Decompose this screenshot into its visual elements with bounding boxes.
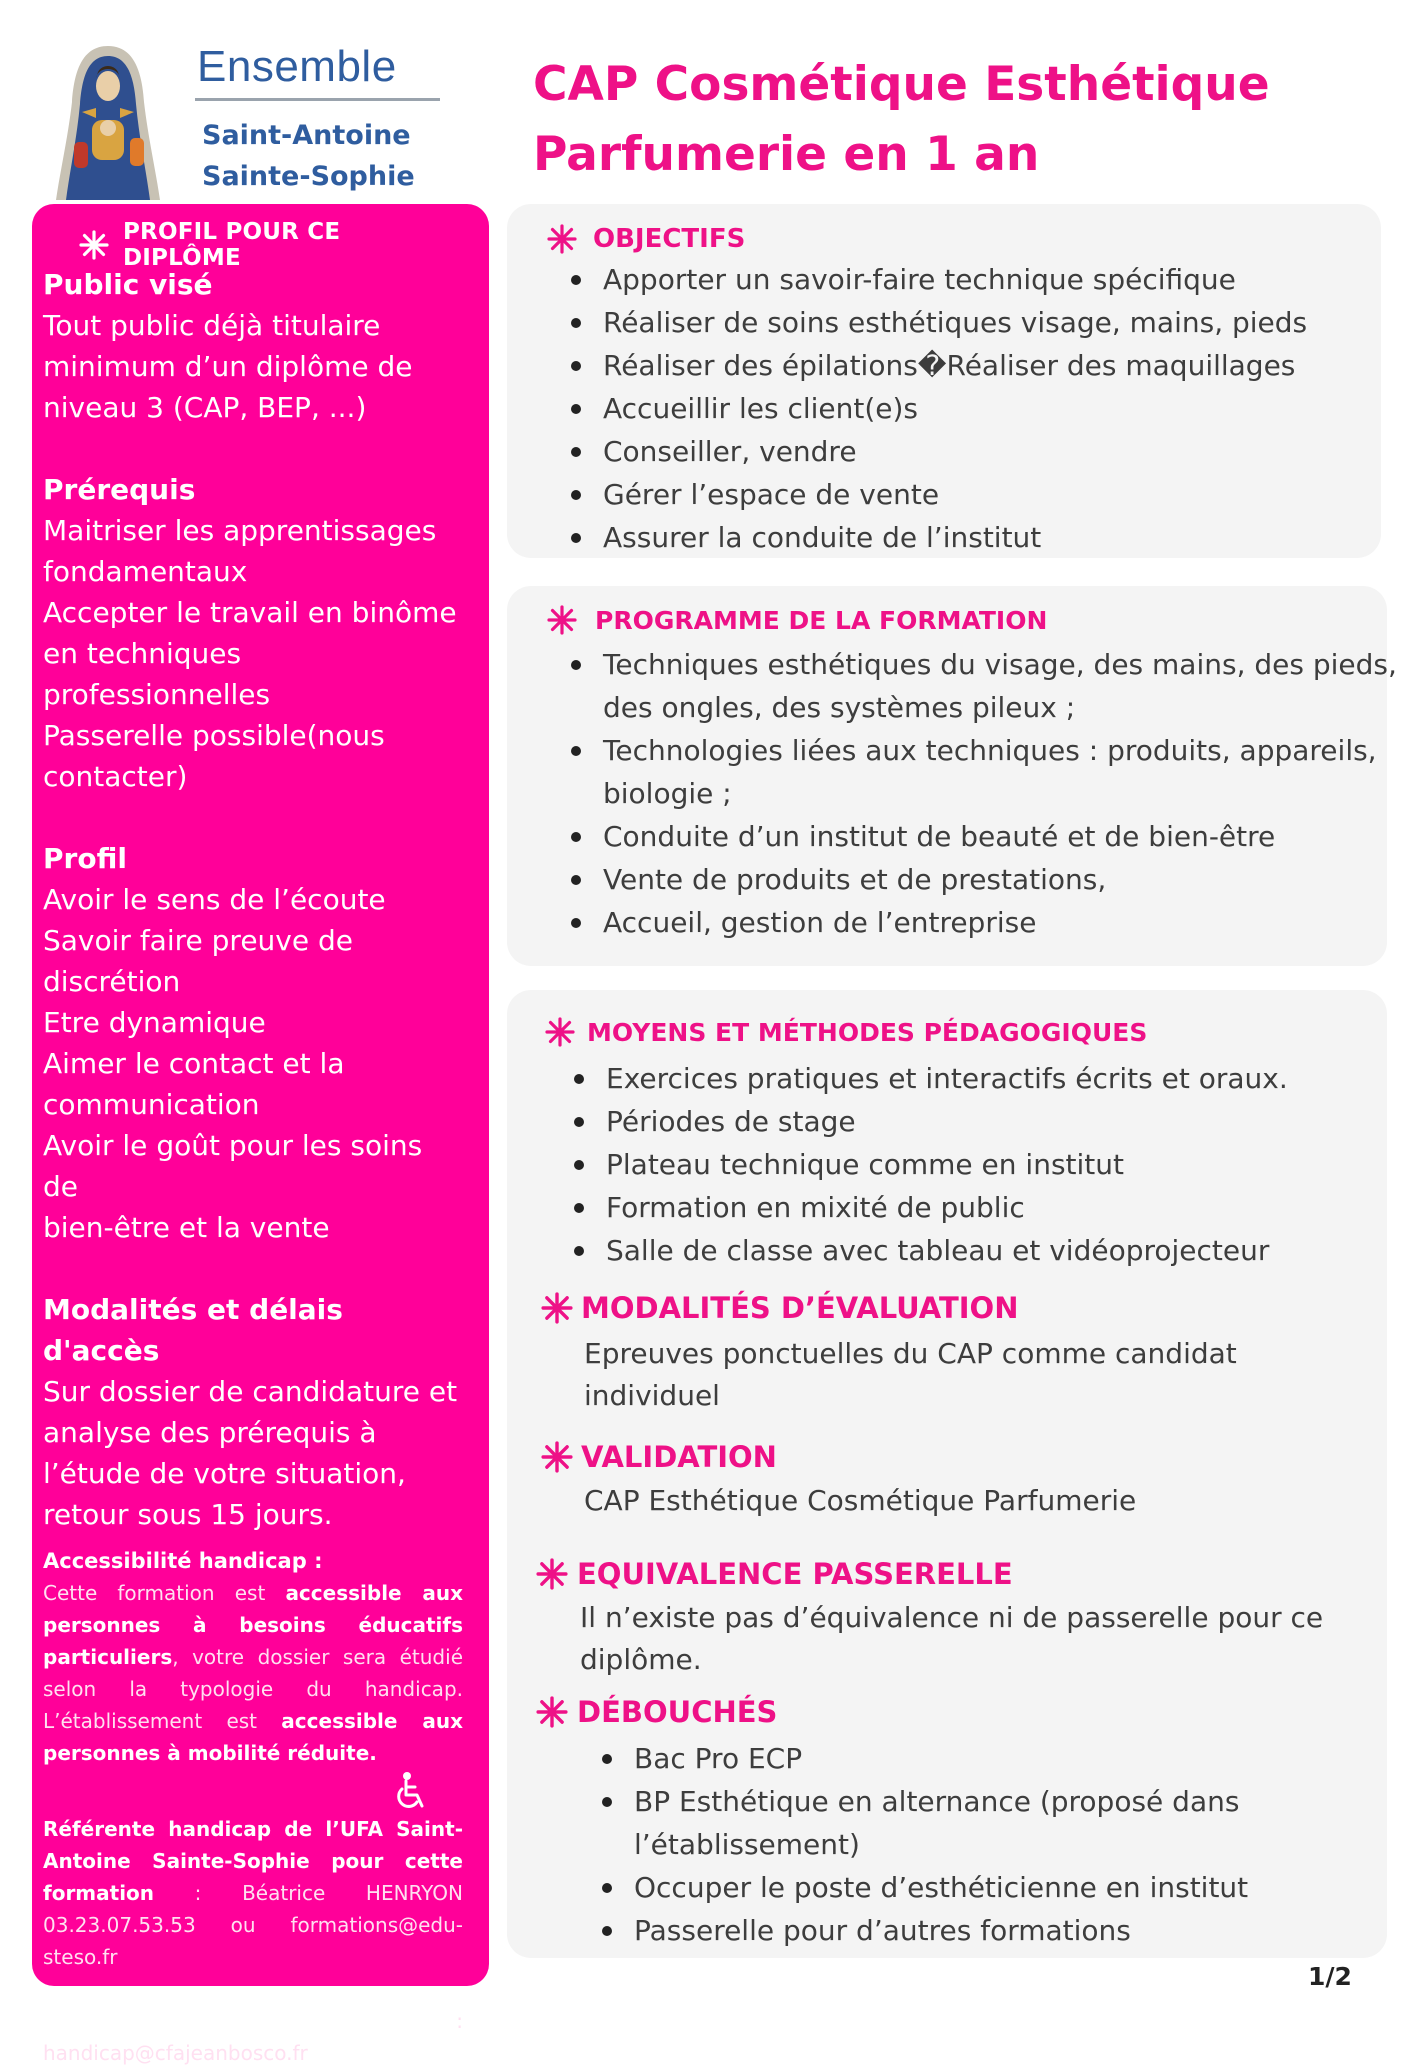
equivalence-title: EQUIVALENCE PASSERELLE — [577, 1557, 1013, 1591]
list-item — [634, 1866, 1248, 1909]
logo-line-1: Saint-Antoine — [202, 120, 411, 151]
logo-line-2: Sainte-Sophie — [202, 161, 415, 192]
list-item-line: Techniques esthétiques du visage, des mains, des pieds, — [603, 648, 1397, 681]
service-block — [43, 2005, 463, 2069]
objectifs-list — [603, 258, 1307, 559]
profil-header — [79, 219, 463, 271]
list-item-line: des ongles, des systèmes pileux ; — [603, 691, 1076, 724]
profil-line: Etre dynamique — [43, 1006, 266, 1039]
debouches-list — [634, 1737, 1248, 1952]
evaluation-line: individuel — [584, 1379, 720, 1412]
profil-line: Avoir le sens de l’écoute — [43, 883, 386, 916]
title-line-2: Parfumerie en 1 an — [533, 127, 1040, 182]
equivalence-text — [580, 1597, 1323, 1681]
title-line-1: CAP Cosmétique Esthétique — [533, 57, 1270, 112]
asterisk-star-icon — [547, 605, 577, 635]
list-item — [603, 858, 1397, 901]
debouches-title: DÉBOUCHÉS — [577, 1695, 778, 1729]
public-line: Tout public déjà titulaire — [43, 309, 381, 342]
evaluation-title: MODALITÉS D’ÉVALUATION — [581, 1291, 1019, 1325]
programme-list — [603, 643, 1397, 944]
asterisk-star-icon — [545, 1017, 575, 1047]
profil-line: discrétion — [43, 965, 181, 998]
public-line: minimum d’un diplôme de — [43, 350, 413, 383]
list-item — [634, 1780, 1248, 1866]
list-item: Périodes de stage — [606, 1100, 1288, 1143]
asterisk-star-icon — [536, 1696, 568, 1728]
prereq-line: professionnelles — [43, 678, 271, 711]
equivalence-header — [536, 1557, 1013, 1591]
service-contact: : handicap@cfajeanbosco.fr — [43, 2009, 463, 2065]
profil-header-label: PROFIL POUR CE DIPLÔME — [123, 219, 341, 271]
asterisk-star-icon — [541, 1441, 573, 1473]
programme-title: PROGRAMME DE LA FORMATION — [595, 605, 1048, 635]
debouches-header — [536, 1695, 777, 1729]
list-item-line: biologie ; — [603, 777, 732, 810]
list-item-line: Conduite d’un institut de beauté et de bien-être — [603, 820, 1276, 853]
list-item-line: l’établissement) — [634, 1828, 860, 1861]
public-line: niveau 3 (CAP, BEP, ...) — [43, 391, 367, 424]
list-item: Gérer l’espace de vente — [603, 473, 1307, 516]
moyens-header — [545, 1017, 1147, 1047]
modalites-line: l’étude de votre situation, — [43, 1457, 406, 1490]
equivalence-line: Il n’existe pas d’équivalence ni de passerelle pour ce — [580, 1601, 1324, 1634]
list-item: Réaliser de soins esthétiques visage, mains, pieds — [603, 301, 1307, 344]
referente-block — [43, 1813, 463, 1973]
moyens-list — [606, 1057, 1288, 1272]
asterisk-star-icon — [541, 1292, 573, 1324]
profil-line: Aimer le contact et la — [43, 1047, 345, 1080]
list-item-line: Bac Pro ECP — [634, 1742, 803, 1775]
objectifs-title: OBJECTIFS — [593, 224, 746, 254]
equivalence-line: diplôme. — [580, 1643, 702, 1676]
referente-colon: : — [154, 1881, 202, 1905]
logo-ensemble-text: Ensemble — [197, 42, 397, 91]
prereq-line: Accepter le travail en binôme — [43, 596, 457, 629]
list-item-line: Vente de produits et de prestations, — [603, 863, 1107, 896]
prereq-line: fondamentaux — [43, 555, 248, 588]
evaluation-header — [541, 1291, 1018, 1325]
accessibility-text-bold: accessible aux personnes à besoins éducatifs particuliers — [43, 1581, 463, 1669]
modalites-heading: Modalités et délais d'accès — [43, 1293, 343, 1367]
list-item — [634, 1909, 1248, 1952]
evaluation-text — [584, 1333, 1237, 1417]
accessibility-block — [43, 1545, 463, 2069]
accessibility-text — [43, 1577, 463, 1769]
prereq-line: Passerelle possible(nous — [43, 719, 385, 752]
programme-header — [547, 605, 1047, 635]
validation-text: CAP Esthétique Cosmétique Parfumerie — [584, 1484, 1137, 1517]
accessibility-text-part: , votre dossier sera étudié selon la typologie du handicap. L’établissement est — [43, 1645, 463, 1733]
public-heading: Public visé — [43, 268, 213, 301]
logo-underline — [195, 98, 440, 101]
profil-heading: Profil — [43, 842, 127, 875]
modalites-line: retour sous 15 jours. — [43, 1498, 333, 1531]
list-item — [603, 901, 1397, 944]
list-item — [603, 729, 1397, 815]
list-item: Plateau technique comme en institut — [606, 1143, 1288, 1186]
list-item: Exercices pratiques et interactifs écrits et oraux. — [606, 1057, 1288, 1100]
list-item: Conseiller, vendre — [603, 430, 1307, 473]
list-item: Apporter un savoir-faire technique spécifique — [603, 258, 1307, 301]
accessibility-text-bold: accessible aux personnes à mobilité réduite. — [43, 1709, 463, 1765]
page-title — [533, 50, 1270, 190]
accessibility-text-part: Cette formation est — [43, 1581, 266, 1605]
profil-line: communication — [43, 1088, 260, 1121]
list-item: Salle de classe avec tableau et vidéoprojecteur — [606, 1229, 1288, 1272]
list-item: Formation en mixité de public — [606, 1186, 1288, 1229]
profil-line: bien-être et la vente — [43, 1211, 330, 1244]
evaluation-line: Epreuves ponctuelles du CAP comme candidat — [584, 1337, 1237, 1370]
list-item-line: Occuper le poste d’esthéticienne en institut — [634, 1871, 1249, 1904]
moyens-title: MOYENS ET MÉTHODES PÉDAGOGIQUES — [587, 1017, 1148, 1047]
referente-contact: Béatrice HENRYON 03.23.07.53.53 ou formations@edu-steso.fr — [43, 1881, 463, 1969]
validation-header — [541, 1440, 777, 1474]
asterisk-star-icon — [79, 230, 109, 260]
prereq-line: en techniques — [43, 637, 242, 670]
profil-line: Savoir faire preuve de — [43, 924, 353, 957]
prereq-line: Maitriser les apprentissages — [43, 514, 437, 547]
list-item — [634, 1737, 1248, 1780]
asterisk-star-icon — [547, 224, 577, 254]
list-item-line: Technologies liées aux techniques : produits, appareils, — [603, 734, 1377, 767]
service-heading: Service handicap du CFA Jean Bosco — [43, 2009, 450, 2033]
profil-panel — [32, 204, 489, 2065]
list-item: Assurer la conduite de l’institut — [603, 516, 1307, 559]
list-item: Réaliser des épilations�Réaliser des maquillages — [603, 344, 1307, 387]
list-item-line: Passerelle pour d’autres formations — [634, 1914, 1131, 1947]
list-item-line: BP Esthétique en alternance (proposé dans — [634, 1785, 1240, 1818]
madonna-logo-icon — [52, 42, 164, 200]
prereq-line: contacter) — [43, 760, 188, 793]
list-item — [603, 815, 1397, 858]
modalites-line: Sur dossier de candidature et — [43, 1375, 458, 1408]
accessibility-heading: Accessibilité handicap : — [43, 1549, 323, 1573]
prereq-heading: Prérequis — [43, 473, 196, 506]
list-item: Accueillir les client(e)s — [603, 387, 1307, 430]
asterisk-star-icon — [536, 1558, 568, 1590]
referente-heading: Référente handicap de l’UFA Saint-Antoine Sainte-Sophie pour cette formation — [43, 1817, 463, 1905]
wheelchair-icon — [393, 1771, 427, 1811]
objectifs-header — [547, 224, 745, 254]
page-number: 1/2 — [1308, 1962, 1352, 1991]
modalites-line: analyse des prérequis à — [43, 1416, 377, 1449]
profil-line: Avoir le goût pour les soins de — [43, 1129, 423, 1203]
list-item-line: Accueil, gestion de l’entreprise — [603, 906, 1037, 939]
validation-title: VALIDATION — [581, 1440, 777, 1474]
list-item — [603, 643, 1397, 729]
